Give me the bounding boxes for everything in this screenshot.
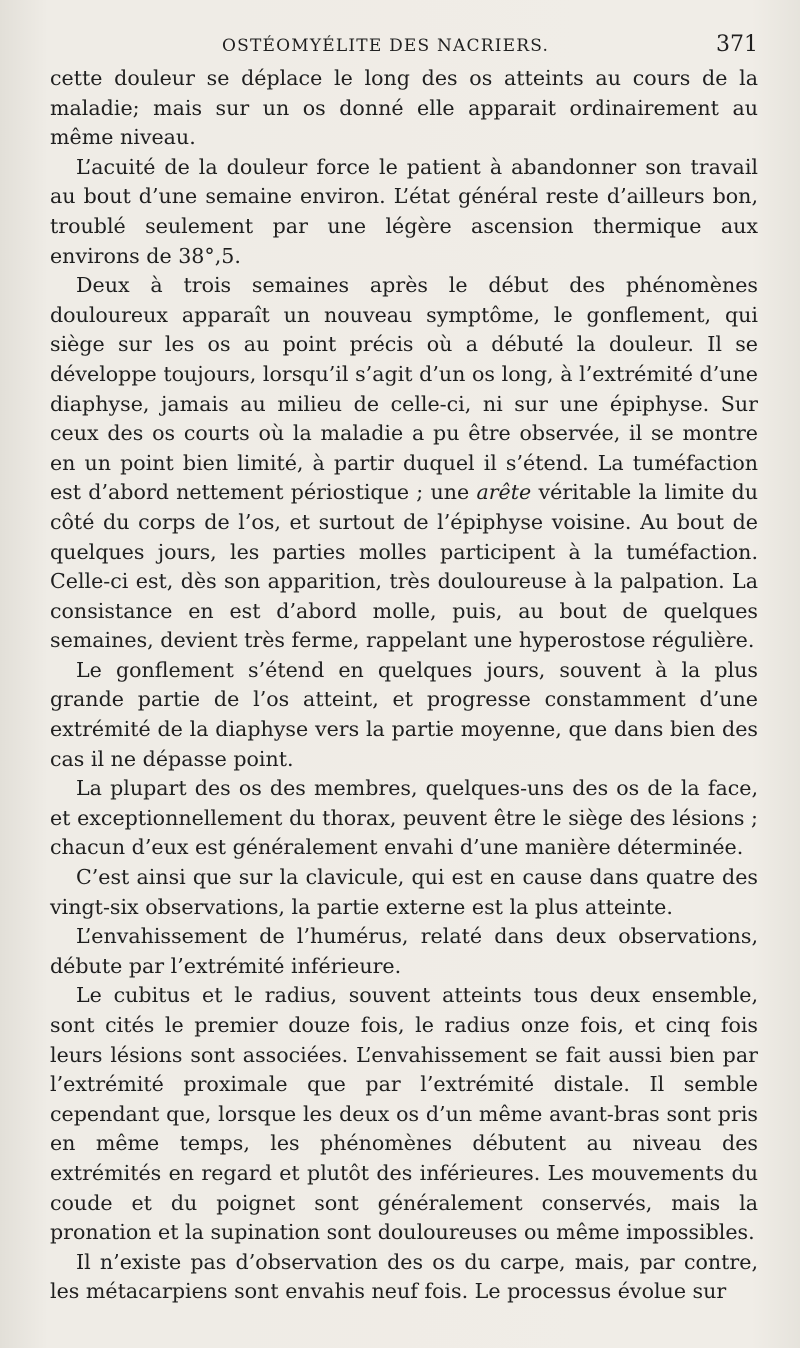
paragraph-metacarpals: Il n’existe pas d’observation des os du carpe, mais, par contre, les métacarpiens sont envahis neuf fois. Le processus évolue sur xyxy=(50,1249,758,1304)
running-head xyxy=(54,30,758,64)
body-text xyxy=(50,64,758,1307)
paragraph-humerus: L’envahissement de l’humérus, relaté dans deux observations, débute par l’extrémité inférieure. xyxy=(50,924,758,978)
paragraph-text: Deux à trois semaines après le début des phénomènes douloureux apparaît un nouveau symptôme, le gonflement, qui siège sur les os au point précis où a débuté la douleur. Il se développe toujours, lorsqu’il s’agit d’un os long, à l’extrémité d’une diaphyse, jamais au milieu de celle-ci, ni sur une épiphyse. Sur ceux des os courts où la maladie a pu être observée, il se montre en un point bien limité, à partir duquel il s’étend. La tuméfaction est d’abord nettement périostique ; une xyxy=(50,273,758,505)
paragraph-swelling-symptom xyxy=(50,271,758,656)
paragraph-text: véritable la limite du côté du corps de l’os, et surtout de l’épiphyse voisine. Au bout de quelques jours, les parties molles participent à la tuméfaction. Celle-ci est, dès son apparition, très douloureuse à la palpation. La consistance en est d’abord molle, puis, au bout de quelques semaines, devient très ferme, rappelant une hyperostose régulière. xyxy=(50,480,758,653)
page-number: 371 xyxy=(716,32,758,57)
emphasized-word: arête xyxy=(476,480,532,505)
running-title: OSTÉOMYÉLITE DES NACRIERS. xyxy=(222,36,550,56)
paragraph-clavicle: C’est ainsi que sur la clavicule, qui est en cause dans quatre des vingt-six observations, la partie externe est la plus atteinte. xyxy=(50,865,758,919)
paragraph-continuation: cette douleur se déplace le long des os atteints au cours de la maladie; mais sur un os donné elle apparait ordinairement au même niveau. xyxy=(50,66,758,150)
paragraph-forearm: Le cubitus et le radius, souvent atteints tous deux ensemble, sont cités le premier douze fois, le radius onze fois, et cinq fois leurs lésions sont associées. L’envahissement se fait aussi bien par l’extrémité proximale que par l’extrémité distale. Il semble cependant que, lorsque les deux os d’un même avant-bras sont pris en même temps, les phénomènes débutent au niveau des extrémités en regard et plutôt des inférieures. Les mouvements du coude et du poignet sont généralement conservés, mais la pronation et la supination sont douloureuses ou même impossibles. xyxy=(50,983,758,1245)
paragraph-swelling-spread: Le gonflement s’étend en quelques jours, souvent à la plus grande partie de l’os atteint, et progresse constamment d’une extrémité de la diaphyse vers la partie moyenne, que dans bien des cas il ne dépasse point. xyxy=(50,657,758,771)
paragraph-bones-affected: La plupart des os des membres, quelques-uns des os de la face, et exceptionnellement du thorax, peuvent être le siège des lésions ; chacun d’eux est généralement envahi d’une manière déterminée. xyxy=(50,776,758,860)
paragraph-acuity: L’acuité de la douleur force le patient à abandonner son travail au bout d’une semaine environ. L’état général reste d’ailleurs bon, troublé seulement par une légère ascension thermique aux environs de 38°,5. xyxy=(50,154,758,268)
